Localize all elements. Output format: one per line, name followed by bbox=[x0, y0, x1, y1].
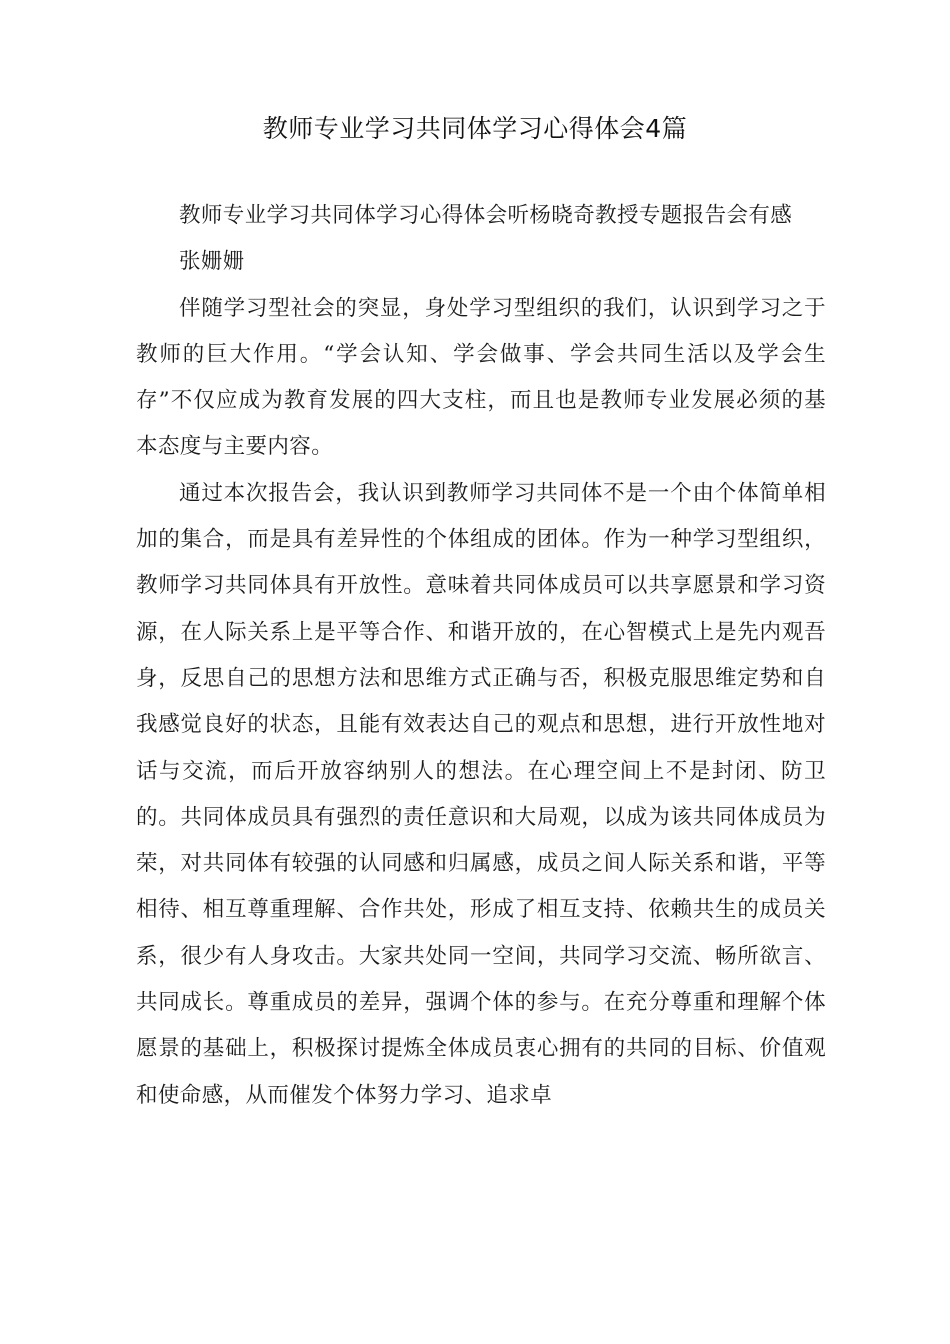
document-body bbox=[136, 193, 826, 1119]
document-author: 张姗姗 bbox=[179, 249, 245, 275]
document-subtitle: 教师专业学习共同体学习心得体会听杨晓奇教授专题报告会有感 bbox=[179, 203, 793, 228]
document-title: 教师专业学习共同体学习心得体会4篇 bbox=[262, 114, 688, 143]
paragraph-1: 伴随学习型社会的突显，身处学习型组织的我们，认识到学习之于教师的巨大作用。“学会认知、学会做事、学会共同生活以及学会生存”不仅应成为教育发展的四大支柱，而且也是教师专业发展必须的基本态度与主要内容。 bbox=[136, 295, 826, 460]
paragraph-2: 通过本次报告会，我认识到教师学习共同体不是一个由个体简单相加的集合，而是具有差异性的个体组成的团体。作为一种学习型组织，教师学习共同体具有开放性。意味着共同体成员可以共享愿景和学习资源，在人际关系上是平等合作、和谐开放的，在心智模式上是先内观吾身，反思自己的思想方法和思维方式正确与否，积极克服思维定势和自我感觉良好的状态，且能有效表达自己的观点和思想，进行开放性地对话与交流，而后开放容纳别人的想法。在心理空间上不是封闭、防卫的。共同体成员具有强烈的责任意识和大局观，以成为该共同体成员为荣，对共同体有较强的认同感和归属感，成员之间人际关系和谐，平等相待、相互尊重理解、合作共处，形成了相互支持、依赖共生的成员关系，很少有人身攻击。大家共处同一空间，共同学习交流、畅所欲言、共同成长。尊重成员的差异，强调个体的参与。在充分尊重和理解个体愿景的基础上，积极探讨提炼全体成员衷心拥有的共同的目标、价值观和使命感，从而催发个体努力学习、追求卓 bbox=[136, 480, 826, 1108]
